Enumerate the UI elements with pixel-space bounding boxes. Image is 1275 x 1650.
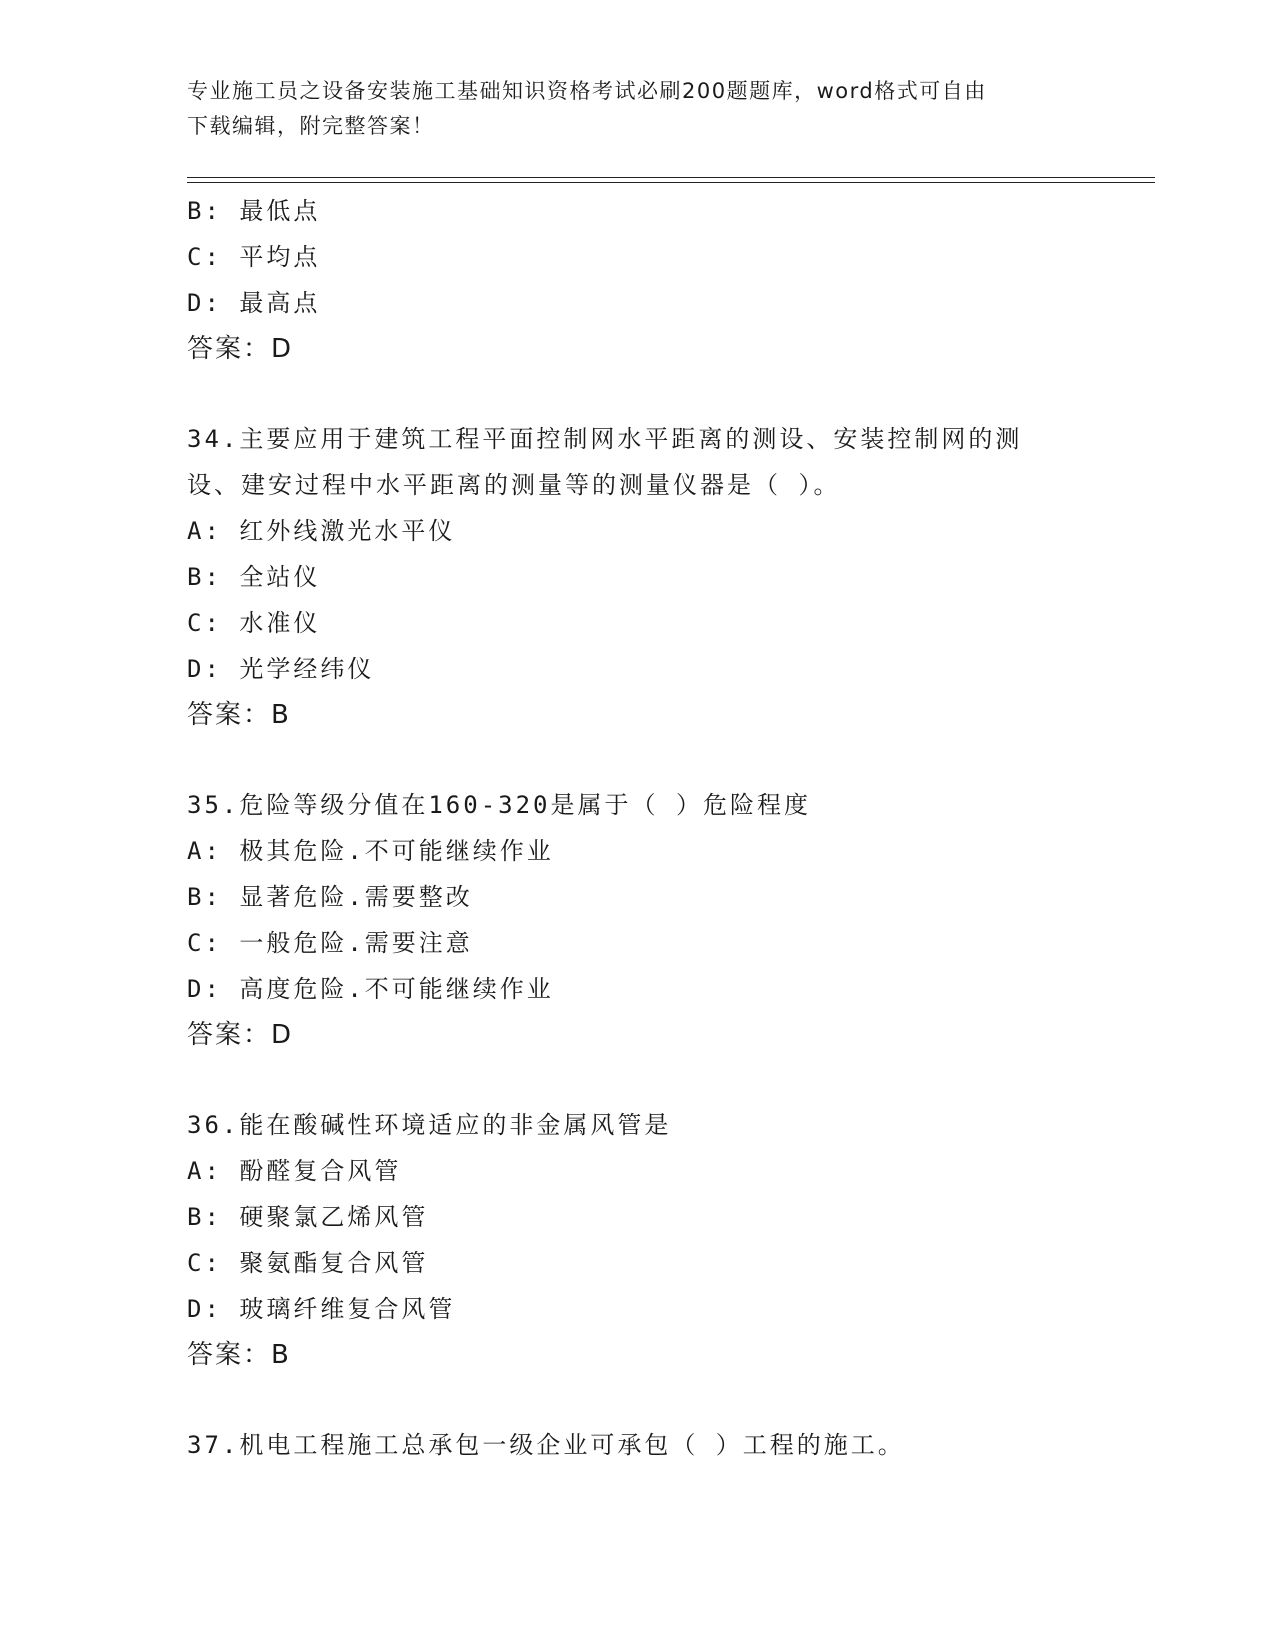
- answer-line: 答案：D: [187, 1020, 294, 1050]
- option-b: B: 显著危险.需要整改: [187, 883, 473, 911]
- spacer: [187, 372, 1127, 416]
- option-b: B: 最低点: [187, 197, 321, 225]
- option-a: A: 红外线激光水平仪: [187, 517, 456, 545]
- question-34: [187, 416, 1127, 738]
- answer-line: 答案：B: [187, 700, 291, 730]
- question-text-line: 36.能在酸碱性环境适应的非金属风管是: [187, 1111, 672, 1139]
- option-b: B: 硬聚氯乙烯风管: [187, 1203, 429, 1231]
- option-d: D: 玻璃纤维复合风管: [187, 1295, 456, 1323]
- question-text-line: 34.主要应用于建筑工程平面控制网水平距离的测设、安装控制网的测: [187, 425, 1023, 453]
- option-d: D: 光学经纬仪: [187, 655, 375, 683]
- question-35: [187, 782, 1127, 1058]
- question-text-line: 设、建安过程中水平距离的测量等的测量仪器是（ ）。: [187, 471, 841, 499]
- header-divider-bottom: [187, 182, 1155, 183]
- header-divider-top: [187, 177, 1155, 178]
- header-title-line-2: 下载编辑，附完整答案！: [187, 114, 435, 138]
- option-c: C: 水准仪: [187, 609, 321, 637]
- header-title-line-1: 专业施工员之设备安装施工基础知识资格考试必刷200题题库，word格式可自由: [187, 79, 987, 103]
- option-c: C: 平均点: [187, 243, 321, 271]
- question-text-line: 35.危险等级分值在160-320是属于（ ）危险程度: [187, 791, 811, 819]
- document-header: [187, 74, 1067, 144]
- spacer: [187, 1378, 1127, 1422]
- option-b: B: 全站仪: [187, 563, 321, 591]
- option-c: C: 聚氨酯复合风管: [187, 1249, 429, 1277]
- option-d: D: 最高点: [187, 289, 321, 317]
- option-d: D: 高度危险.不可能继续作业: [187, 975, 554, 1003]
- answer-line: 答案：B: [187, 1340, 291, 1370]
- question-text-line: 37.机电工程施工总承包一级企业可承包（ ）工程的施工。: [187, 1431, 905, 1459]
- question-continued: [187, 188, 1127, 372]
- spacer: [187, 738, 1127, 782]
- question-content: [187, 188, 1127, 1468]
- option-a: A: 酚醛复合风管: [187, 1157, 402, 1185]
- spacer: [187, 1058, 1127, 1102]
- option-a: A: 极其危险.不可能继续作业: [187, 837, 554, 865]
- question-36: [187, 1102, 1127, 1378]
- question-37: [187, 1422, 1127, 1468]
- answer-line: 答案：D: [187, 334, 294, 364]
- option-c: C: 一般危险.需要注意: [187, 929, 473, 957]
